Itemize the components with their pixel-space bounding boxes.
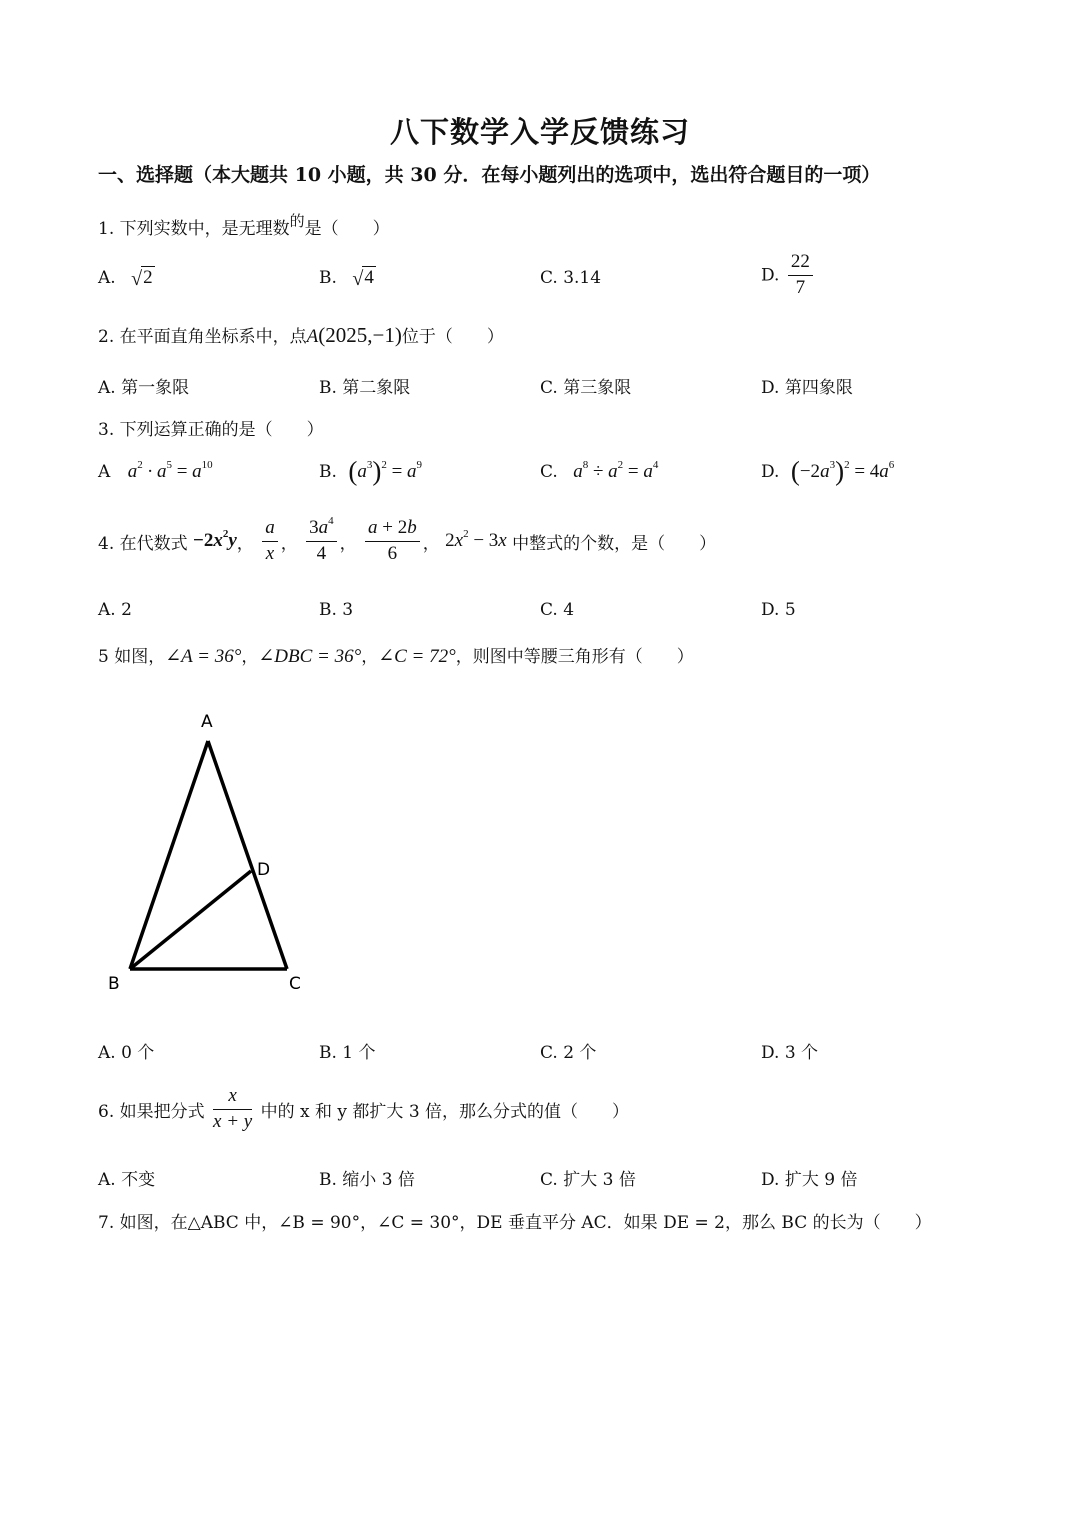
q5-option-d: D. 3 个: [761, 1043, 819, 1063]
question-3: 3. 下列运算正确的是（ ）: [98, 420, 324, 440]
q3-option-a-label: A: [98, 462, 111, 482]
fraction: [788, 252, 813, 299]
q3-option-d: [761, 456, 894, 487]
question-2: [98, 322, 504, 348]
question-6-suffix: 中的 x 和 y 都扩大 3 倍，那么分式的值（ ）: [260, 1101, 630, 1122]
fraction-denominator: x + y: [213, 1110, 253, 1132]
vertex-label-a: A: [201, 712, 213, 732]
fraction-numerator: 22: [788, 252, 813, 276]
q1-option-a: [98, 266, 155, 289]
vertex-label-c: C: [289, 974, 301, 994]
question-1-raised-char: 的: [289, 212, 305, 230]
question-5-suffix: ，则图中等腰三角形有（ ）: [455, 647, 694, 667]
q3-option-c-label: C.: [540, 462, 558, 482]
expression-3: $\frac{3a^4}{4}$: [306, 518, 337, 565]
q6-option-a: A. 不变: [98, 1170, 156, 1190]
side-ac: [208, 741, 287, 969]
angle-dbc: ∠DBC = 36°: [258, 646, 362, 667]
question-4-prefix: 4. 在代数式: [98, 533, 188, 554]
fraction: [213, 1086, 252, 1133]
q3-option-d-expression: $(-2a^3)^2 = 4a^6$: [790, 456, 895, 486]
vertex-label-b: B: [108, 974, 120, 994]
q3-option-b-expression: $(a^3)^2 = a^9$: [348, 456, 423, 486]
question-5: 5 如图，∠A = 36°，∠DBC = 36°，∠C = 72°，则图中等腰三角形有（ ）: [98, 646, 694, 667]
question-1-suffix: 是（ ）: [304, 219, 390, 239]
question-4: 4. 在代数式 $-2x^2y$， $\frac{a}{x}$ ， $\frac{3a^4}{4}$ ， $\frac{a + 2b}{6}$ ， $2x^2 - 3x$ 中整式的个数，是（ ）: [98, 515, 717, 564]
angle-a: ∠A = 36°: [165, 646, 242, 667]
fraction-denominator: 7: [795, 276, 806, 298]
q3-option-b-label: B.: [319, 462, 337, 482]
expression-4: $\frac{a + 2b}{6}$: [365, 518, 420, 565]
question-2-prefix: 2. 在平面直角坐标系中，点: [98, 327, 307, 347]
question-6-prefix: 6. 如果把分式: [98, 1101, 205, 1122]
q2-option-d: D. 第四象限: [761, 378, 853, 398]
question-4-suffix: 中整式的个数，是（ ）: [512, 533, 717, 554]
section-heading: 一、选择题（本大题共 10 小题，共 30 分．在每小题列出的选项中，选出符合题目的一项）: [98, 164, 881, 186]
q1-option-d-label: D.: [761, 265, 780, 286]
expression-5: $2x^2 - 3x$: [445, 528, 507, 552]
q6-option-d: D. 扩大 9 倍: [761, 1170, 858, 1190]
q5-option-a: A. 0 个: [98, 1043, 155, 1063]
side-ab: [130, 741, 208, 969]
q3-option-a-expression: $a^2 \cdot a^5 = a^{10}$: [127, 459, 213, 482]
q1-option-d: [761, 252, 816, 299]
q5-option-c: C. 2 个: [540, 1043, 597, 1063]
question-1: [98, 214, 390, 239]
q1-option-a-label: A.: [98, 268, 116, 288]
vertex-label-d: D: [257, 860, 271, 880]
q3-option-c-expression: $a^8 \div a^2 = a^4$: [573, 459, 659, 482]
q1-option-b: [319, 266, 376, 289]
question-7: 7. 如图，在△ABC 中，∠B = 90°，∠C = 30°，DE 垂直平分 AC．如果 DE = 2，那么 BC 的长为（ ）: [98, 1213, 932, 1233]
q2-option-a: A. 第一象限: [98, 378, 190, 398]
q5-option-b: B. 1 个: [319, 1043, 376, 1063]
expression-1: $-2x^2y$: [193, 528, 237, 552]
q1-option-b-radicand: 4: [364, 267, 374, 288]
q2-option-c: C. 第三象限: [540, 378, 632, 398]
q1-option-c: C. 3.14: [540, 268, 602, 288]
question-2-suffix: 位于（ ）: [401, 327, 504, 347]
question-6: [98, 1086, 629, 1133]
point-coords: (2025,−1): [318, 323, 402, 347]
sqrt-symbol: √ 2: [131, 267, 153, 290]
q4-option-a: A. 2: [98, 600, 132, 620]
q4-option-c: C. 4: [540, 600, 575, 620]
q3-option-a: [98, 461, 213, 483]
question-1-prefix: 1. 下列实数中，是无理数: [98, 219, 290, 239]
q1-option-a-radicand: 2: [143, 267, 153, 288]
page-title: 八下数学入学反馈练习: [389, 115, 690, 149]
q3-option-c: [540, 461, 658, 483]
q3-option-b: [319, 456, 422, 487]
fraction-numerator: x: [213, 1086, 252, 1110]
q4-option-b: B. 3: [319, 600, 354, 620]
q1-option-b-label: B.: [319, 268, 337, 288]
q6-option-c: C. 扩大 3 倍: [540, 1170, 636, 1190]
question-5-prefix: 5 如图，: [98, 647, 166, 667]
q4-option-d: D. 5: [761, 600, 796, 620]
q6-option-b: B. 缩小 3 倍: [319, 1170, 415, 1190]
q3-option-d-label: D.: [761, 462, 780, 482]
sqrt-symbol: √ 4: [352, 267, 374, 290]
q2-option-b: B. 第二象限: [319, 378, 411, 398]
triangle-figure: [100, 705, 320, 1000]
point-name: A: [306, 326, 319, 347]
angle-c: ∠C = 72°: [378, 646, 456, 667]
expression-2: $\frac{a}{x}$: [262, 518, 278, 565]
